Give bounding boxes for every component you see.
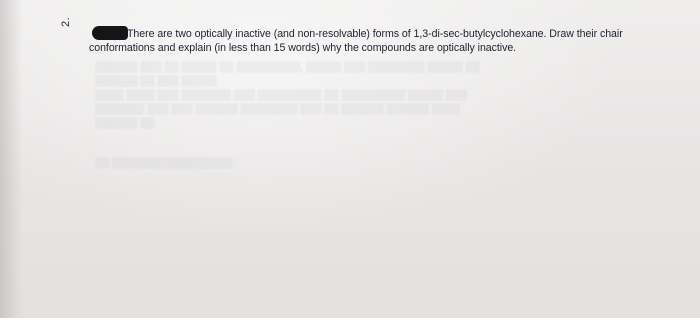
show-through-text: ▒▒▒▒▒▒ ▒▒▒ ▒▒ ▒▒▒▒▒ ▒▒ ▒▒▒▒▒▒▒▒▒, ▒▒▒▒▒ ▒▒▒ ▒▒▒▒▒▒▒▒ ▒▒▒▒▒ ▒▒ <box>95 62 480 73</box>
question-text-line-2: conformations and explain (in less than 15 words) why the compounds are optically inactive. <box>89 42 517 54</box>
page-edge-shadow <box>0 0 22 318</box>
show-through-text: ▒▒▒▒▒▒ ▒▒ ▒▒▒ ▒▒▒▒▒ <box>95 76 217 87</box>
show-through-text: ▒▒▒▒▒▒ ▒▒ <box>95 118 155 129</box>
show-through-text: ▒▒▒▒▒▒▒ ▒▒▒ ▒▒▒ ▒▒▒▒▒▒ ▒▒▒▒▒▒▒▒ ▒▒▒ ▒▒ ▒▒▒▒▒▒ ▒▒▒▒▒▒ ▒▒▒▒ <box>95 104 461 115</box>
question-text-line-1: There are two optically inactive (and non-resolvable) forms of 1,3-di-sec-butylcyclohexane. Draw their chair <box>127 28 623 40</box>
show-through-text: ▒▒ ▒▒▒▒▒▒▒▒▒▒▒▒▒▒▒▒▒ <box>95 158 233 169</box>
question-number: 2. <box>60 16 72 27</box>
show-through-text: ▒▒▒▒ ▒▒▒▒ ▒▒▒ ▒▒▒▒▒▒▒ ▒▒▒ ▒▒▒▒▒▒▒▒▒ ▒▒ ▒▒▒▒▒▒▒▒▒ ▒▒▒▒▒ ▒▒▒ <box>95 90 468 101</box>
redaction-mark <box>92 26 128 40</box>
